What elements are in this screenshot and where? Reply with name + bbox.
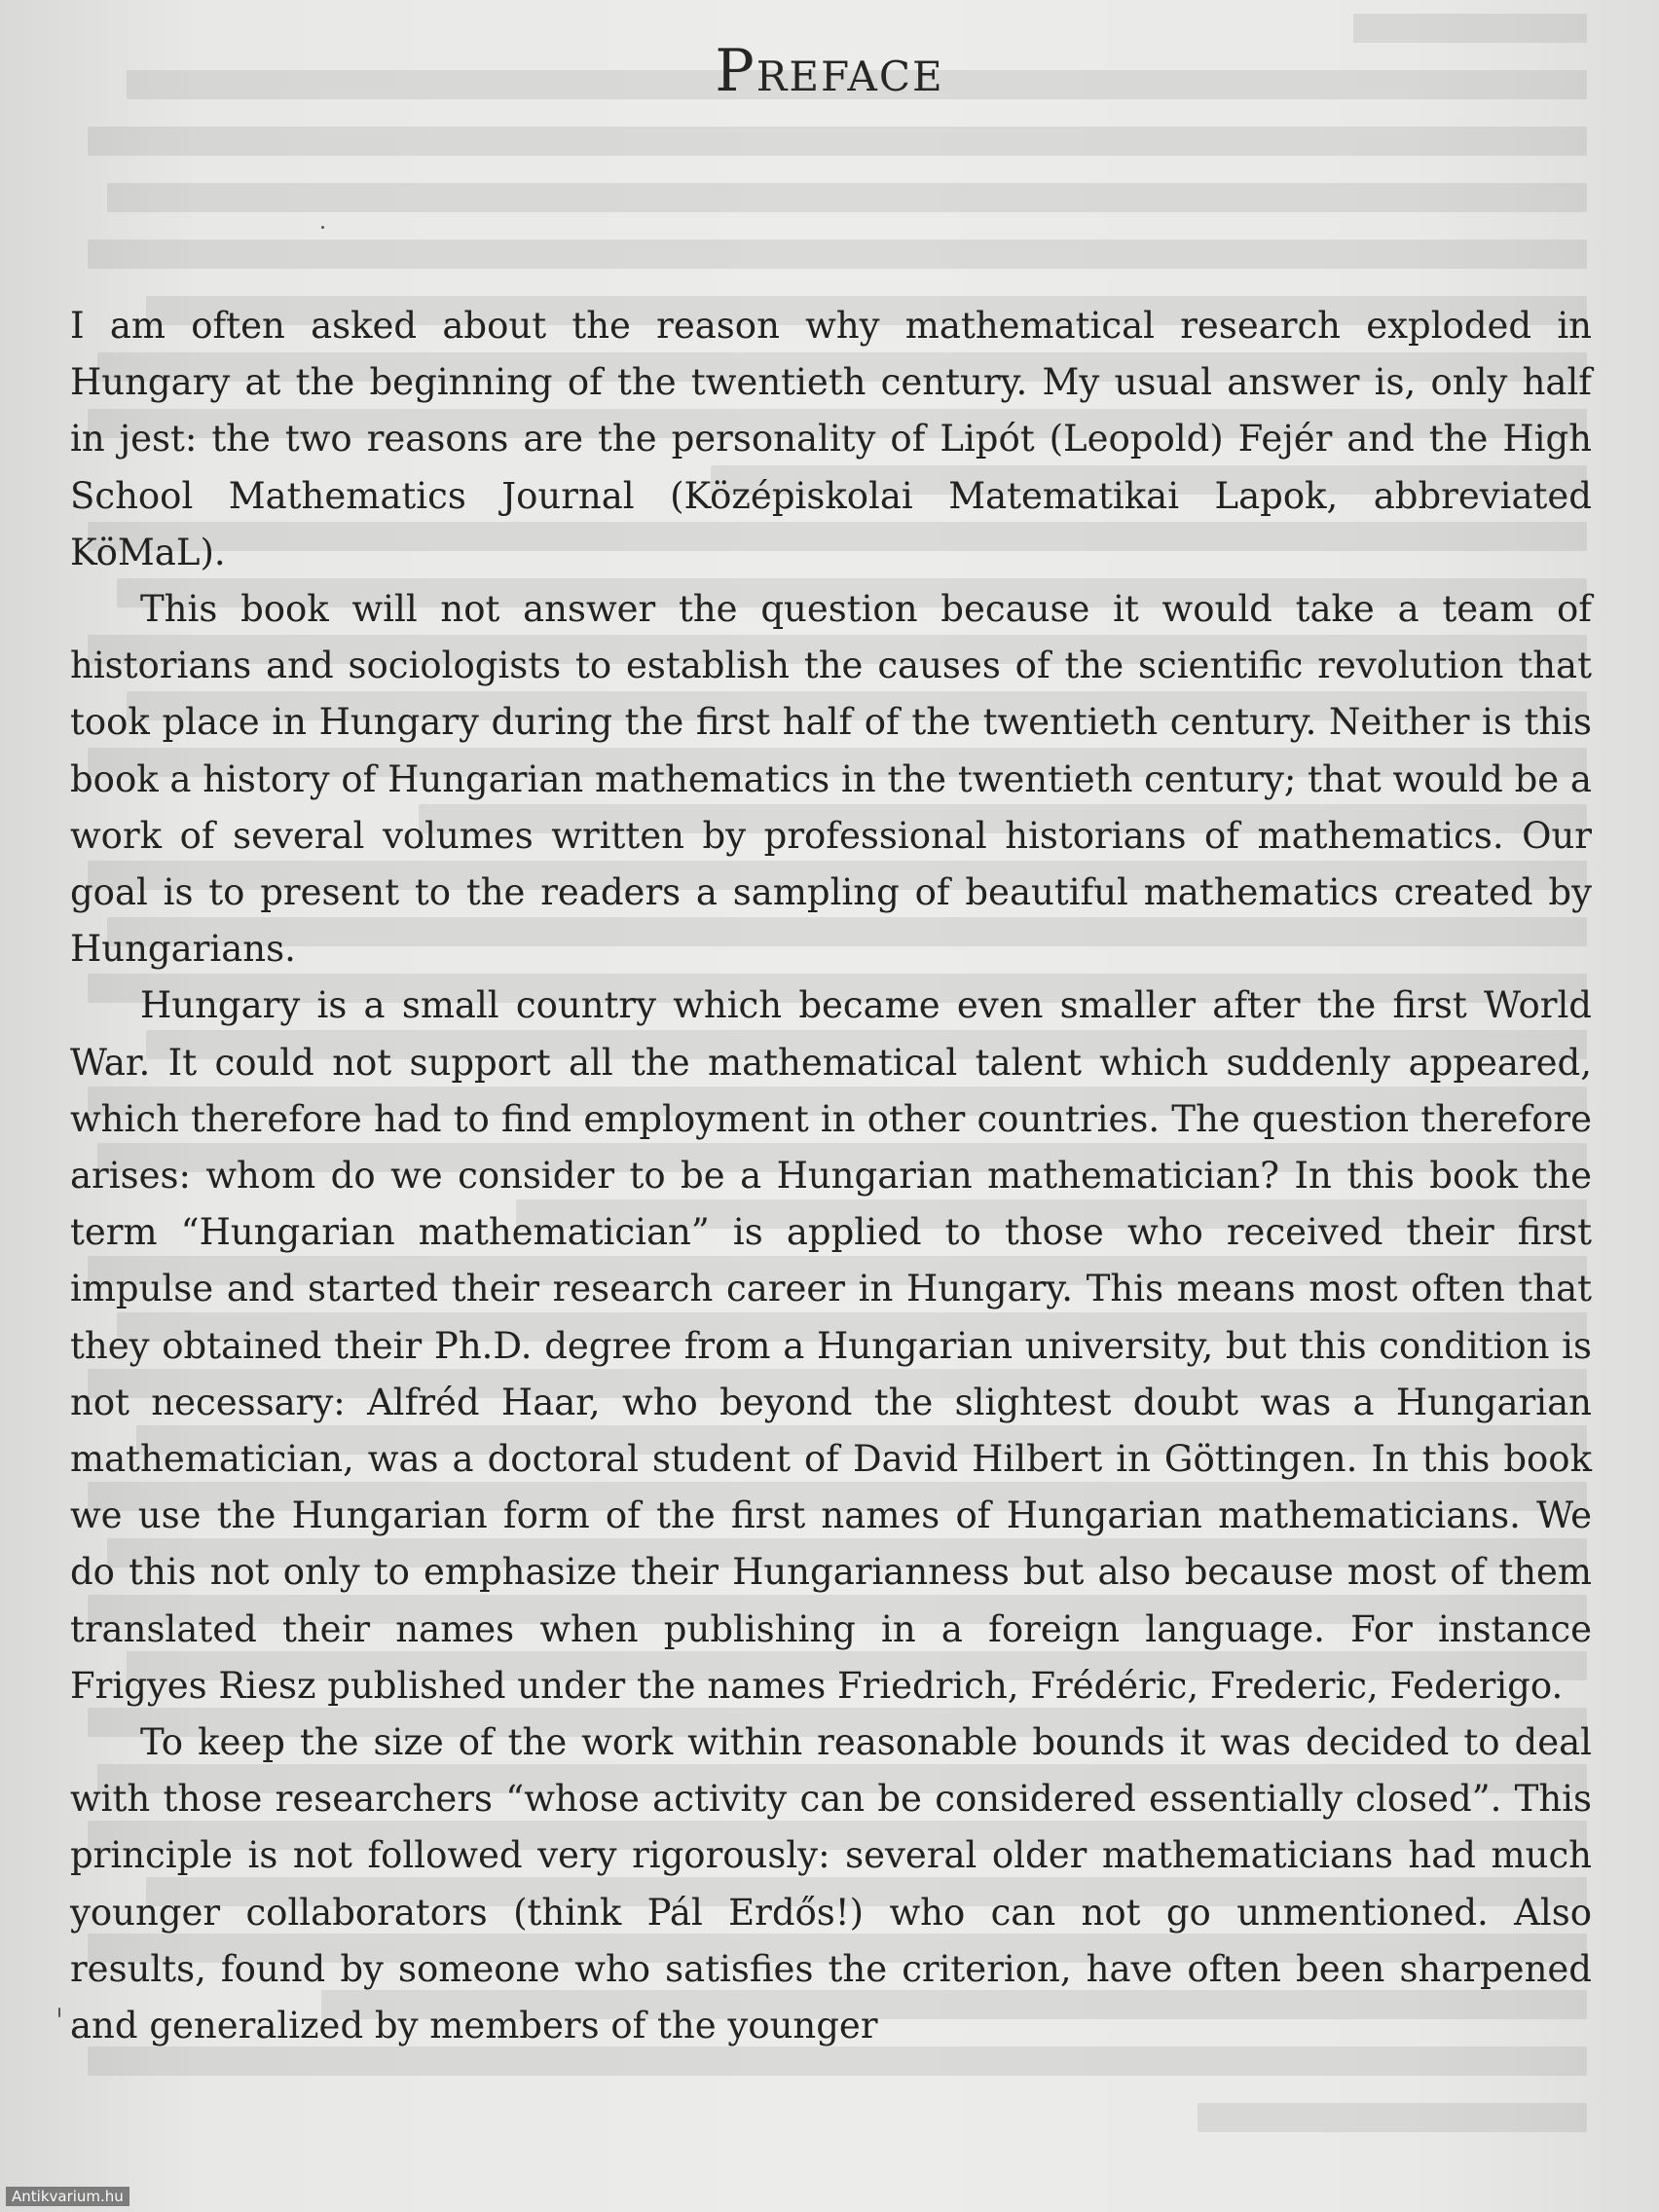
paragraph-1: I am often asked about the reason why mathematical research exploded in Hungary at the beginning of the twentieth century. My usual answer is, only half in jest: the two reasons are the personality of Lipót (Leopold) Fejér and the High School Mathematics Journal (Középiskolai Matematikai Lapok, abbreviated KöMaL). [70, 305, 1592, 573]
watermark: Antikvarium.hu [6, 2187, 129, 2206]
paper-speck [321, 226, 324, 229]
paragraph-4: To keep the size of the work within reasonable bounds it was decided to deal with those researchers “whose activity can be considered essentially closed”. This principle is not followed very rigorously: several older mathematicians had much younger collaborators (think Pál Erdős!) who can not go unmentioned. Also results, found by someone who satisfies the criterion, have often been sharpened and generalized by members of the younger [70, 1721, 1592, 2047]
paper-mark [58, 2008, 60, 2017]
page-title: Preface [715, 37, 944, 105]
paragraph-3: Hungary is a small country which became even smaller after the first World War. It could not support all the mathematical talent which suddenly appeared, which therefore had to find employment in other countries. The question therefore arises: whom do we consider to be a Hungarian mathematician? In this book the term “Hungarian mathematician” is applied to those who received their first impulse and started their research career in Hungary. This means most often that they obtained their Ph.D. degree from a Hungarian university, but this condition is not necessary: Alfréd Haar, who beyond the slightest doubt was a Hungarian mathematician, was a doctoral student of David Hilbert in Göttingen. In this book we use the Hungarian form of the first names of Hungarian mathematicians. We do this not only to emphasize their Hungarianness but also because most of them translated their names when publishing in a foreign language. For instance Frigyes Riesz published under the names Friedrich, Frédéric, Frederic, Federigo. [70, 984, 1592, 1707]
paragraph-2: This book will not answer the question because it would take a team of historians and sociologists to establish the causes of the scientific revolution that took place in Hungary during the first half of the twentieth century. Neither is this book a history of Hungarian mathematics in the twentieth century; that would be a work of several volumes written by professional historians of mathematics. Our goal is to present to the readers a sampling of beautiful mathematics created by Hungarians. [70, 588, 1592, 971]
body-text [70, 298, 1592, 2054]
